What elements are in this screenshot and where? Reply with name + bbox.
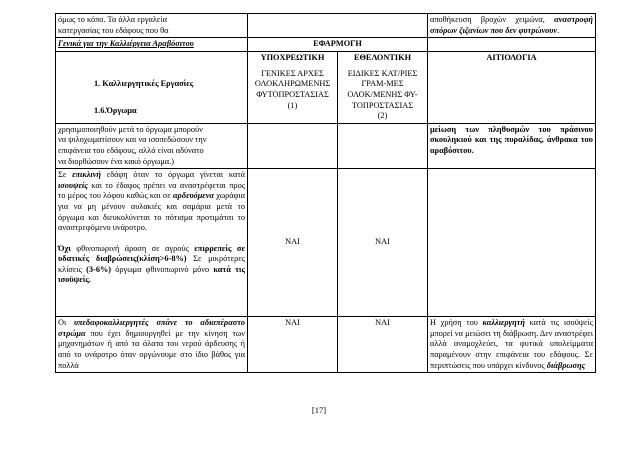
row-c-justification (428, 317, 596, 373)
mandatory-desc-line: ΓΕΝΙΚΕΣ ΑΡΧΕΣ (261, 68, 324, 78)
text-run-emphasis: Όχι (58, 243, 71, 253)
continued-right-tail: . (557, 25, 560, 35)
row-a-text-line: χρησιμοποιηθούν μετά το όργωμα μπορούν (58, 124, 203, 134)
empty-header-cell (428, 38, 596, 52)
justification-column-cell (428, 52, 596, 124)
text-run-emphasis: επιρρεπείς σε υδατικές διαβρώσεις(κλίση>6-8%) (58, 243, 245, 264)
row-a-text-cell (56, 123, 248, 168)
category-cell (56, 52, 248, 124)
application-header: ΕΦΑΡΜΟΓΗ (248, 38, 428, 52)
row-c-mandatory: ΝΑΙ (248, 317, 338, 373)
mandatory-header: ΥΠΟΧΡΕΩΤΙΚΗ (260, 53, 325, 63)
text-run: κατά τις ισοϋψείς μπορεί να μειώσει τη διάβρωση. Δεν αναστρέφει αλλά αναμοχλεύει, τα φυτικά υπολείμματα παραμένουν στην επιφάνεια του εδάφους. Σε περιπτώσεις που υπάρχει κίνδυνος (430, 318, 593, 370)
voluntary-column-cell (338, 52, 428, 124)
text-run: Σε μικρότερες κλίσεις (58, 254, 245, 274)
text-run-emphasis: διάβρωσης (546, 360, 586, 370)
row-a-mandatory-cell (248, 123, 338, 168)
row-b-text-cell (56, 169, 248, 317)
row-a-text-line: να ψιλοχωματίσουν και να ισοπεδώσουν την (58, 135, 207, 145)
table-row (56, 169, 596, 317)
continued-right-bold: αναστροφή (554, 15, 593, 24)
text-run: που έχει δημιουργηθεί με την κίνηση των μηχανημάτων ή από τα άλατα του νερού άρδευσης ή από το υνάροτρο όταν οργώνουμε στο ίδιο βάθος για πολλά (58, 328, 245, 370)
row-a-justification: μείωση των πληθυσμών του πράσινου σκουληκιού και της πυραλίδας, άνθρακα του αραβόσιτου. (428, 123, 596, 168)
row-a-voluntary-cell (338, 123, 428, 168)
row-b-voluntary: ΝΑΙ (338, 169, 428, 317)
continued-left-cell (56, 14, 248, 38)
row-a-text-line: να διορθώσουν ένα κακό όργωμα.) (58, 156, 174, 166)
text-run-emphasis: αρδευόμενα (172, 191, 214, 201)
continued-right-text: αποθήκευση βροχών χειμώνα, (430, 15, 555, 24)
row-b-paragraph-1 (58, 170, 245, 234)
continued-empty-cell (248, 14, 428, 38)
table-row (56, 14, 596, 38)
voluntary-header: ΕΘΕΛΟΝΤΙΚΗ (353, 53, 412, 63)
mandatory-column-cell (248, 52, 338, 124)
continued-text-line: κατεργασίας του εδάφους που θα (58, 25, 169, 35)
text-run-emphasis: υπεδαφοκαλλιεργητές σπάνε το αδιαπέραστο στρώμα (58, 318, 245, 338)
mandatory-desc-line: ΟΛΟΚΛΗΡΩΜΕΝΗΣ (254, 79, 331, 89)
row-c-text-cell (56, 317, 248, 373)
text-run: Η χρήση του (430, 318, 483, 328)
category-subtitle: 1.6.Όργωμα (94, 105, 137, 115)
table-row (56, 317, 596, 373)
table-row (56, 38, 596, 52)
voluntary-desc-line: ΤΟΠΡΟΣΤΑΣΙΑΣ (351, 100, 414, 110)
voluntary-desc-line: ΓΡΑΜ-ΜΕΣ (361, 79, 404, 89)
category-title: 1. Καλλιεργητικές Εργασίες (94, 79, 194, 89)
page-number: [17] (311, 405, 327, 415)
row-c-voluntary: ΝΑΙ (338, 317, 428, 373)
voluntary-desc-line: ΟΛΟΚ/ΜΕΝΗΣ ΦΥ- (347, 89, 418, 99)
text-run-emphasis: επικλινή (72, 170, 101, 180)
row-b-mandatory: ΝΑΙ (248, 169, 338, 317)
row-b-paragraph-2 (58, 244, 245, 286)
text-run-emphasis: κατά τις ισοϋψείς. (58, 264, 245, 285)
voluntary-desc-line: (2) (377, 111, 388, 121)
mandatory-desc-line: (1) (287, 100, 298, 110)
text-run: και το έδαφος πρέπει να αναστρέφεται προς το μέρος του λόφου καθώς και σε (58, 180, 245, 201)
table-row (56, 123, 596, 168)
continued-text-line: όμως το κόπο. Τα άλλα εργαλεία (58, 15, 167, 24)
text-run-emphasis: καλλιεργητή (482, 318, 525, 328)
text-run: Σε (58, 170, 73, 180)
section-title: Γενικά για την Καλλιέργεια Αραβόσιτου (56, 38, 248, 52)
text-run: φθινοπωρινή άροση σε αγρούς (70, 243, 195, 253)
text-run-emphasis: ισουψείς (58, 180, 88, 190)
text-run: χωράφια για να μη μένουν αυλακιές και σαμάρια μετά το όργωμα και διευκολύνεται το πότισμα προτιμάται το αναστρεφόμενο υνάροτρο. (58, 191, 246, 233)
mandatory-desc-line: ΦΥΤΟΠΡΟΣΤΑΣΙΑΣ (256, 89, 329, 99)
text-run: εδάφη όταν το όργωμα γίνεται κατά (100, 170, 245, 180)
voluntary-desc-line: ΕΙΔΙΚΕΣ ΚΑΤ/ΡΙΕΣ (347, 68, 418, 78)
row-b-justification-cell (428, 169, 596, 317)
continued-right-bold: σπόρων ζιζανίων που δεν φυτρώνουν (430, 25, 558, 35)
text-run: όργωμα φθινοπωρινό μόνο (111, 264, 214, 274)
continued-right-cell (428, 14, 596, 38)
row-a-text-line: επιφάνεια του εδάφους, αλλά είναι αδύνατο (58, 145, 204, 155)
justification-header: ΑΙΤΙΟΛΟΓΙΑ (486, 53, 537, 63)
cultivation-table (55, 13, 596, 373)
text-run-emphasis: (3-6%) (86, 264, 112, 274)
text-run: Οι (58, 318, 74, 328)
paragraph-gap (58, 234, 245, 244)
table-row (56, 52, 596, 124)
